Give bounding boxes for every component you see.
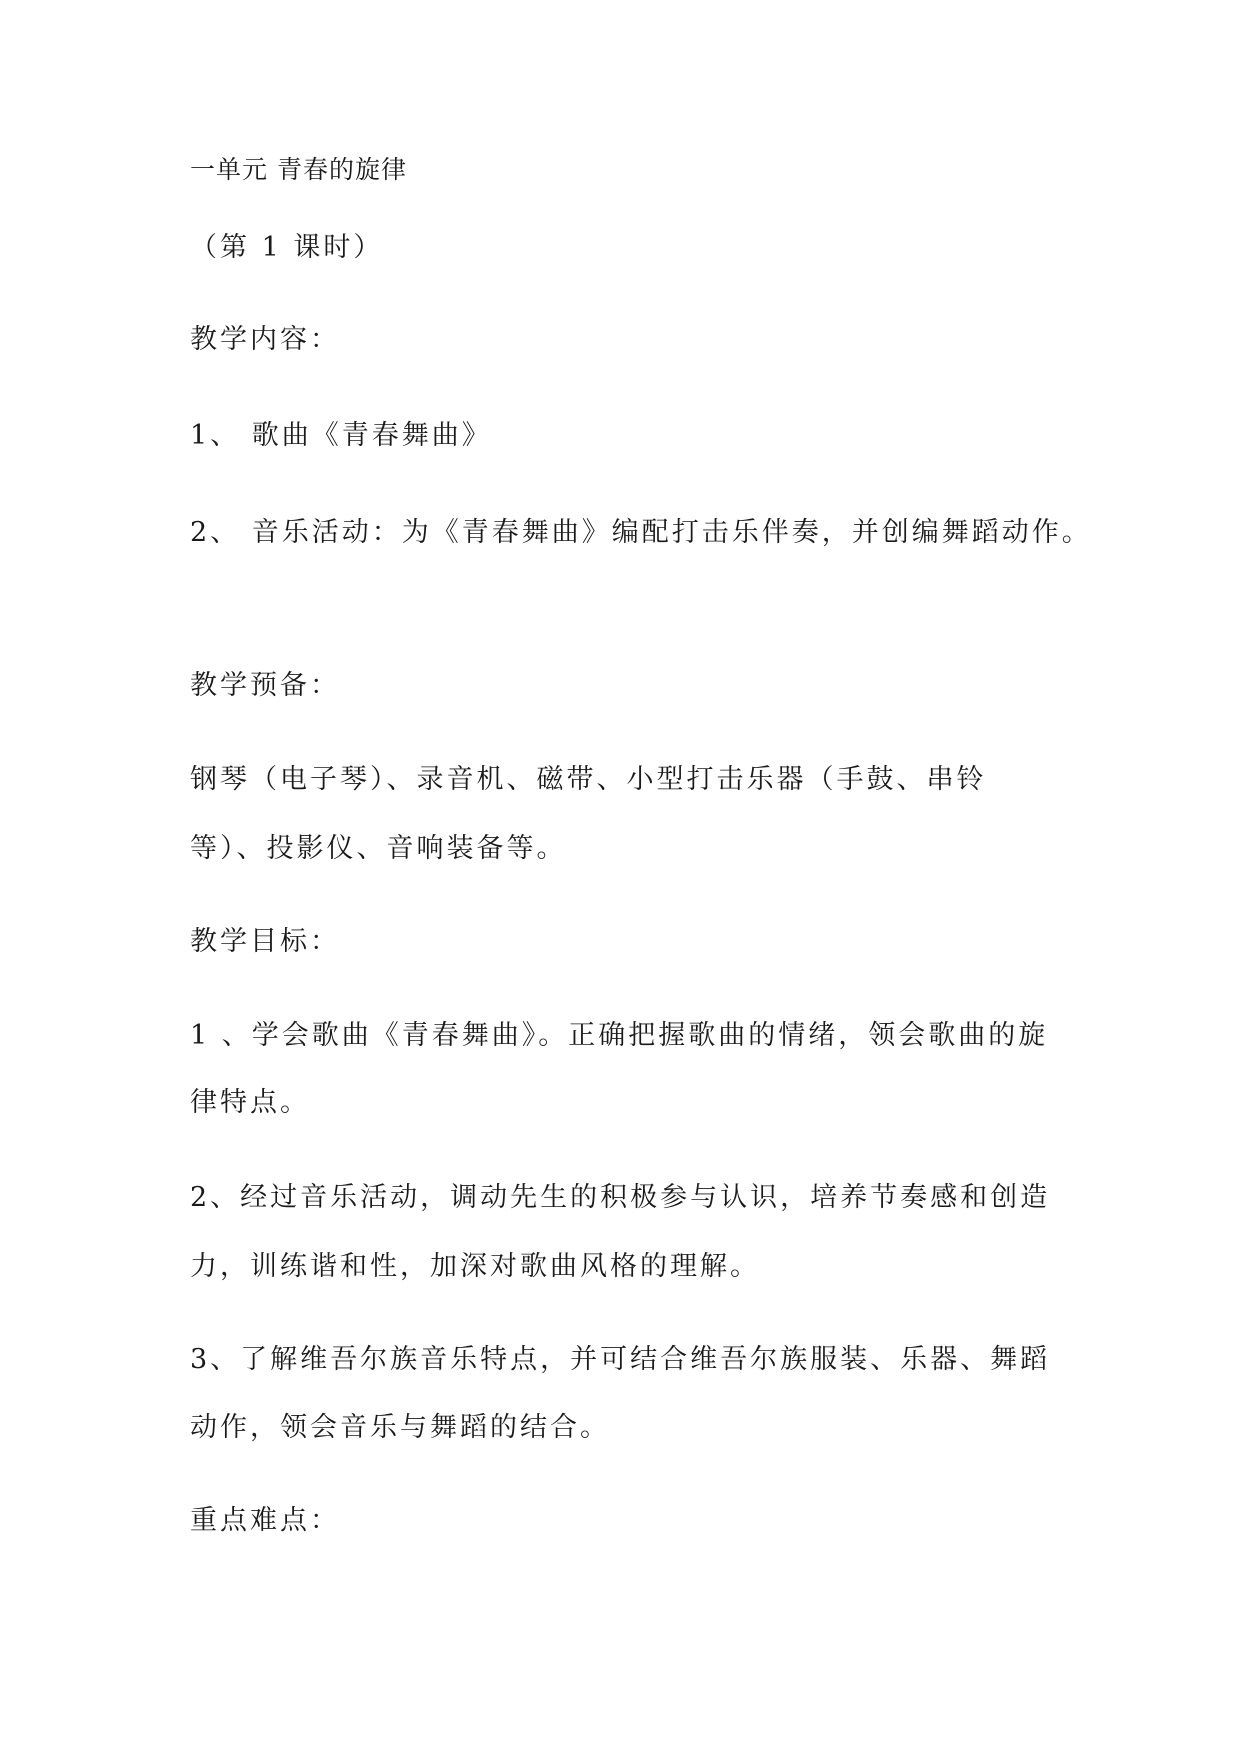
goals-line: 力，训练谐和性，加深对歌曲风格的理解。 — [190, 1251, 760, 1282]
content-item: 1、 歌曲《青春舞曲》 — [190, 420, 492, 451]
goals-line: 2、经过音乐活动，调动先生的积极参与认识，培养节奏感和创造 — [190, 1182, 1051, 1213]
goals-line: 3、了解维吾尔族音乐特点，并可结合维吾尔族服装、乐器、舞蹈 — [190, 1344, 1051, 1375]
goals-heading: 教学目标： — [190, 926, 340, 957]
content-item: 2、 音乐活动：为《青春舞曲》编配打击乐伴奏，并创编舞蹈动作。 — [190, 517, 1092, 548]
prep-line: 等）、投影仪、音响装备等。 — [190, 833, 567, 864]
lesson-number: （第 1 课时） — [190, 232, 384, 263]
goals-line: 动作，领会音乐与舞蹈的结合。 — [190, 1412, 610, 1443]
prep-line: 钢琴（电子琴）、录音机、磁带、小型打击乐器（手鼓、串铃 — [190, 764, 987, 795]
goals-line: 律特点。 — [190, 1087, 310, 1118]
prep-heading: 教学预备： — [190, 670, 340, 701]
difficulty-heading: 重点难点： — [190, 1505, 340, 1536]
goals-line: 1 、学会歌曲《青春舞曲》。正确把握歌曲的情绪，领会歌曲的旋 — [190, 1020, 1049, 1051]
content-heading: 教学内容： — [190, 324, 340, 355]
unit-title: 一单元 青春的旋律 — [190, 155, 407, 184]
